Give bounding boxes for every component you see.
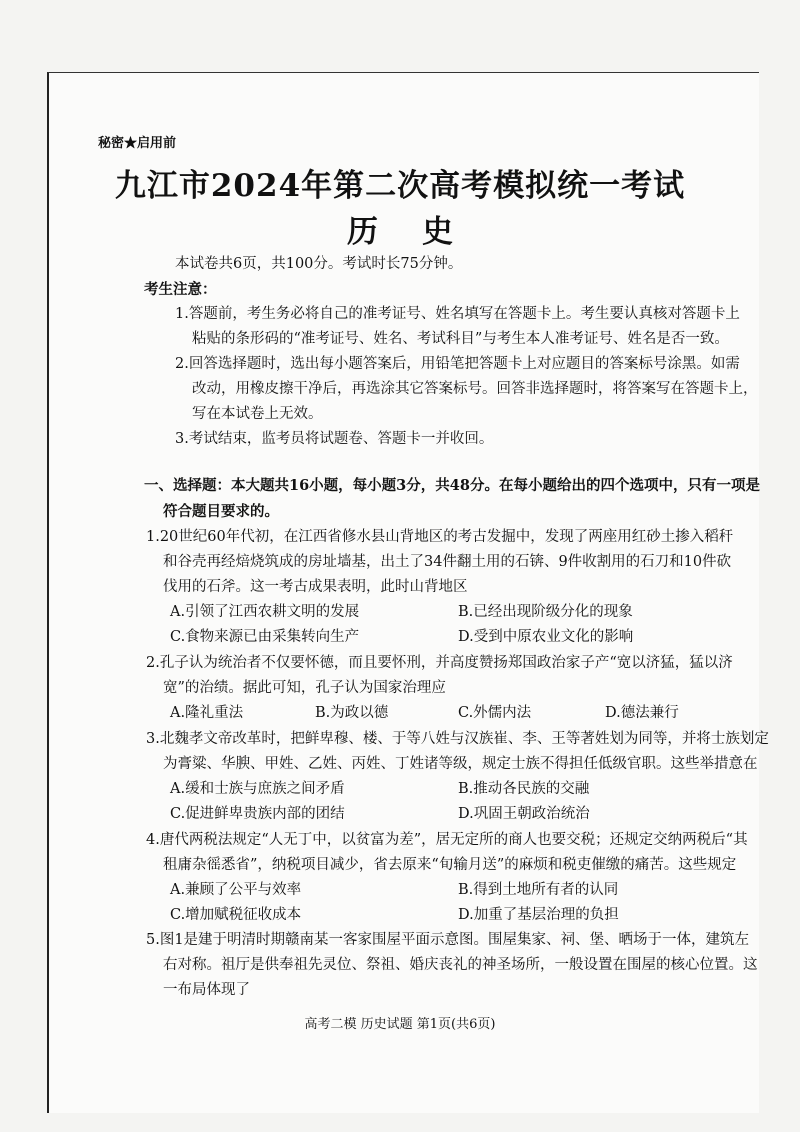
section-heading-line-2: 符合题目要求的。 <box>163 503 279 520</box>
intro-text: 本试卷共6页，共100分。考试时长75分钟。 <box>175 256 463 272</box>
q1-option-b: B.已经出现阶级分化的现象 <box>458 604 633 620</box>
q3-line-2: 为膏粱、华腴、甲姓、乙姓、丙姓、丁姓诸等级，规定士族不得担任低级官职。这些举措意在 <box>163 756 758 772</box>
q4-line-1: 4.唐代两税法规定“人无丁中，以贫富为差”，居无定所的商人也要交税；还规定交纳两税后“其 <box>146 832 748 848</box>
q4-option-a: A.兼顾了公平与效率 <box>170 882 302 898</box>
q1-line-1: 1.20世纪60年代初，在江西省修水县山背地区的考古发掘中，发现了两座用红砂土掺入稻秆 <box>146 529 734 545</box>
note-3-line-1: 3.考试结束，监考员将试题卷、答题卡一并收回。 <box>175 431 494 447</box>
note-2-line-2: 改动，用橡皮擦干净后，再选涂其它答案标号。回答非选择题时，将答案写在答题卡上， <box>192 381 758 397</box>
q1-line-3: 伐用的石斧。这一考古成果表明，此时山背地区 <box>163 579 468 595</box>
note-2-line-1: 2.回答选择题时，选出每小题答案后，用铅笔把答题卡上对应题目的答案标号涂黑。如需 <box>175 356 740 372</box>
q2-option-a: A.隆礼重法 <box>170 705 244 721</box>
subject-title: 历史 <box>347 214 497 250</box>
q4-option-d: D.加重了基层治理的负担 <box>458 907 619 923</box>
note-1-line-2: 粘贴的条形码的“准考证号、姓名、考试科目”与考生本人准考证号、姓名是否一致。 <box>192 331 729 347</box>
q3-option-b: B.推动各民族的交融 <box>458 781 590 797</box>
q5-line-1: 5.图1是建于明清时期赣南某一客家围屋平面示意图。围屋集家、祠、堡、晒场于一体，建筑左 <box>146 932 750 948</box>
q5-line-3: 一布局体现了 <box>163 982 250 998</box>
q5-line-2: 右对称。祖厅是供奉祖先灵位、祭祖、婚庆丧礼的神圣场所，一般设置在围屋的核心位置。这 <box>163 957 758 973</box>
q2-option-b: B.为政以德 <box>315 705 389 721</box>
q3-option-a: A.缓和士族与庶族之间矛盾 <box>170 781 345 797</box>
note-1-line-1: 1.答题前，考生务必将自己的准考证号、姓名填写在答题卡上。考生要认真核对答题卡上 <box>175 306 740 322</box>
q4-option-b: B.得到土地所有者的认同 <box>458 882 619 898</box>
q4-line-2: 租庸杂徭悉省”，纳税项目减少，省去原来“旬输月送”的麻烦和税吏催缴的痛苦。这些规定 <box>163 857 737 873</box>
q2-line-2: 宽”的治绩。据此可知，孔子认为国家治理应 <box>163 680 446 696</box>
q1-option-d: D.受到中原农业文化的影响 <box>458 629 634 645</box>
q1-line-2: 和谷壳再经焙烧筑成的房址墙基，出土了34件翻土用的石锛、9件收割用的石刀和10件砍 <box>163 554 732 570</box>
q3-option-d: D.巩固王朝政治统治 <box>458 806 590 822</box>
exam-title: 九江市2024年第二次高考模拟统一考试 <box>114 168 686 204</box>
q2-option-d: D.德法兼行 <box>605 705 679 721</box>
q3-line-1: 3.北魏孝文帝改革时，把鲜卑穆、楼、于等八姓与汉族崔、李、王等著姓划为同等，并将士族划定 <box>146 731 769 747</box>
secret-label: 秘密★启用前 <box>98 136 177 151</box>
q4-option-c: C.增加赋税征收成本 <box>170 907 302 923</box>
q2-line-1: 2.孔子认为统治者不仅要怀德，而且要怀刑，并高度赞扬郑国政治家子产“宽以济猛，猛以济 <box>146 655 733 671</box>
q1-option-c: C.食物来源已由采集转向生产 <box>170 629 360 645</box>
note-2-line-3: 写在本试卷上无效。 <box>192 406 323 422</box>
q1-option-a: A.引领了江西农耕文明的发展 <box>170 604 360 620</box>
notes-heading: 考生注意： <box>144 281 217 298</box>
q3-option-c: C.促进鲜卑贵族内部的团结 <box>170 806 345 822</box>
page-footer: 高考二模 历史试题 第1页(共6页) <box>304 1017 496 1032</box>
section-heading-line-1: 一、选择题：本大题共16小题，每小题3分，共48分。在每小题给出的四个选项中，只有一项是 <box>144 477 760 494</box>
q2-option-c: C.外儒内法 <box>458 705 532 721</box>
